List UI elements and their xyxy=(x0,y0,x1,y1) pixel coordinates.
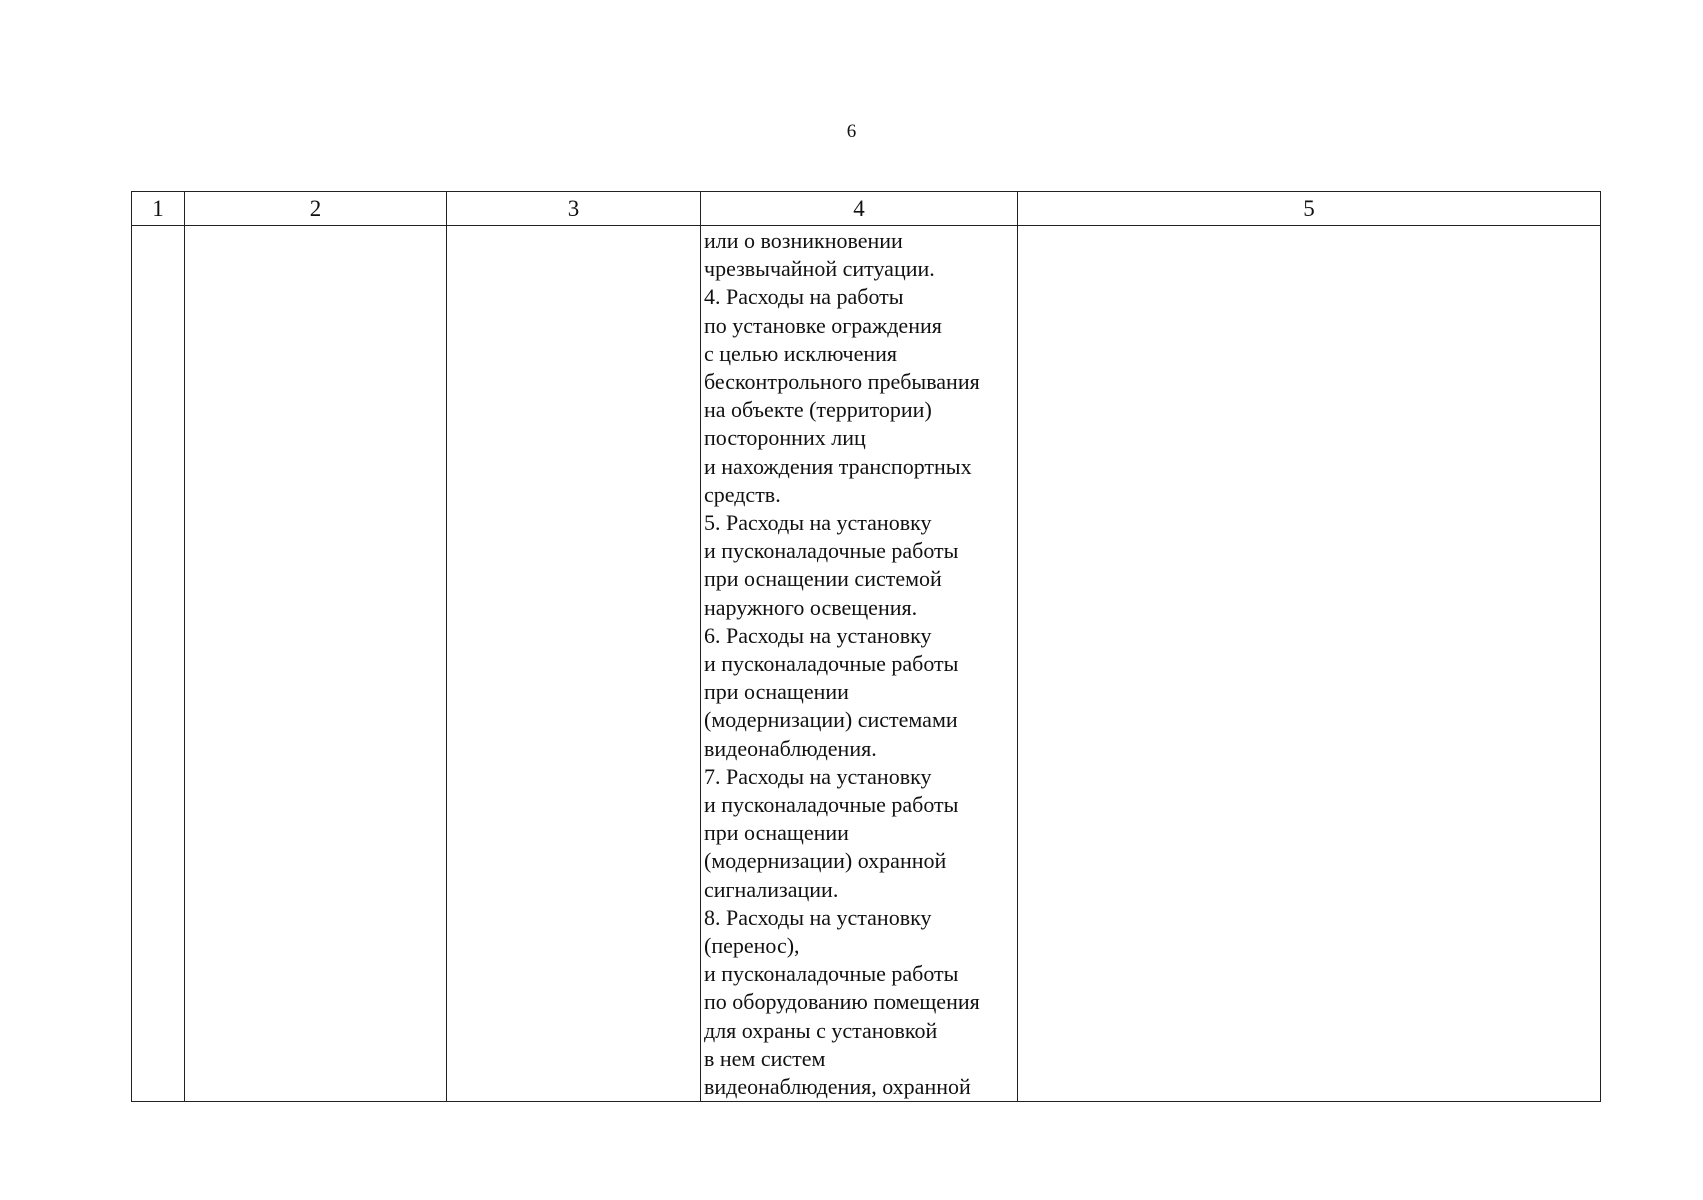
document-table xyxy=(131,191,1601,1102)
text-line: и нахождения транспортных xyxy=(704,453,972,479)
text-line: при оснащении xyxy=(704,820,849,846)
text-line: бесконтрольного пребывания xyxy=(704,369,980,395)
cell-col2-text xyxy=(185,226,446,227)
cell-col4 xyxy=(701,226,1018,1102)
text-line: при оснащении xyxy=(704,679,849,705)
cell-col1-text xyxy=(132,226,184,227)
text-line: чрезвычайной ситуации. xyxy=(704,256,935,282)
column-header-4: 4 xyxy=(701,192,1018,226)
text-line: и пусконаладочные работы xyxy=(704,961,959,987)
text-line: 4. Расходы на работы xyxy=(704,284,904,310)
text-line: (модернизации) системами xyxy=(704,707,958,733)
column-header-2: 2 xyxy=(185,192,447,226)
text-line: на объекте (территории) xyxy=(704,397,932,423)
text-line: 8. Расходы на установку xyxy=(704,904,932,930)
text-line: посторонних лиц xyxy=(704,425,866,451)
column-header-1: 1 xyxy=(132,192,185,226)
table-row xyxy=(132,226,1601,1102)
text-line: 7. Расходы на установку xyxy=(704,763,932,789)
text-line: 5. Расходы на установку xyxy=(704,510,932,536)
column-header-3: 3 xyxy=(447,192,701,226)
page-number: 6 xyxy=(846,121,857,142)
text-line: и пусконаладочные работы xyxy=(704,538,959,564)
text-line: 6. Расходы на установку xyxy=(704,622,932,648)
cell-col3-text xyxy=(447,226,700,227)
cell-col5-text xyxy=(1018,226,1600,227)
text-line: и пусконаладочные работы xyxy=(704,792,959,818)
text-line: наружного освещения. xyxy=(704,594,918,620)
text-line: видеонаблюдения, охранной xyxy=(704,1074,971,1100)
text-line: (модернизации) охранной xyxy=(704,848,947,874)
table-header-row xyxy=(132,192,1601,226)
text-line: по оборудованию помещения xyxy=(704,989,980,1015)
text-line: средств. xyxy=(704,481,781,507)
text-line: для охраны с установкой xyxy=(704,1017,938,1043)
text-line: видеонаблюдения. xyxy=(704,735,877,761)
text-line: сигнализации. xyxy=(704,876,839,902)
cell-col3 xyxy=(447,226,701,1102)
text-line: (перенос), xyxy=(704,933,800,959)
cell-col1 xyxy=(132,226,185,1102)
text-line: с целью исключения xyxy=(704,340,898,366)
cell-col5 xyxy=(1018,226,1601,1102)
text-line: при оснащении системой xyxy=(704,566,942,592)
text-line: по установке ограждения xyxy=(704,312,942,338)
cell-col4-text xyxy=(701,226,1017,1101)
text-line: или о возникновении xyxy=(704,228,903,253)
text-line: и пусконаладочные работы xyxy=(704,651,959,677)
column-header-5: 5 xyxy=(1018,192,1601,226)
text-line: в нем систем xyxy=(704,1045,826,1071)
cell-col2 xyxy=(185,226,447,1102)
